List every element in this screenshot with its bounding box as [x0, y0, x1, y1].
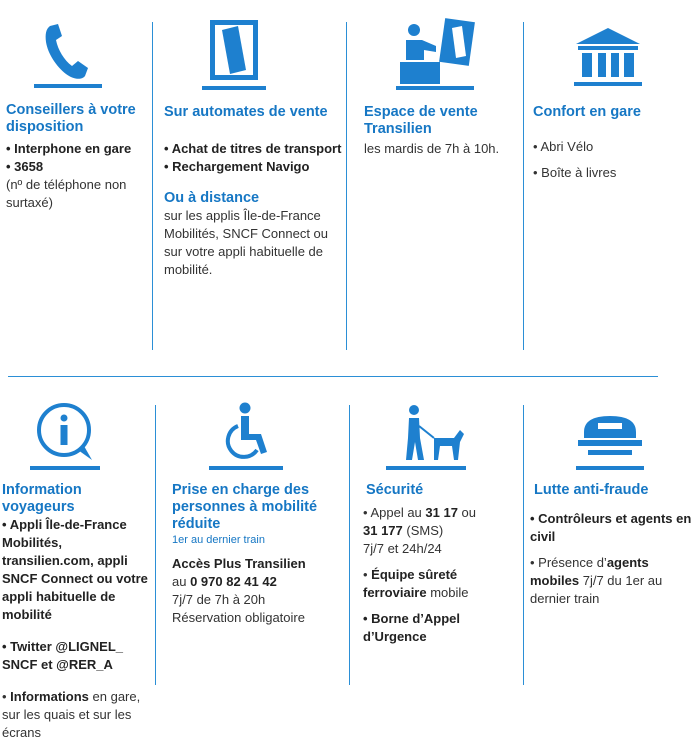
- securite-title: Sécurité: [366, 482, 424, 498]
- conseillers-title: Conseillers à votre disposition: [6, 102, 136, 135]
- divider-top-2: [346, 22, 347, 350]
- station-building-icon: [572, 26, 644, 88]
- mobilite-title: Prise en charge des personnes à mobilité réduite: [172, 482, 318, 532]
- confort-body: • Abri Vélo • Boîte à livres: [533, 139, 617, 180]
- divider-top-1: [152, 22, 153, 350]
- securite-call-prefix: Appel au: [370, 505, 426, 520]
- automates-title: Sur automates de vente: [164, 104, 328, 120]
- mobilite-body: [172, 534, 346, 627]
- divider-bottom-1: [155, 405, 156, 685]
- mobilite-phone-prefix: au: [172, 574, 191, 589]
- fraude-title: Lutte anti-fraude: [534, 482, 649, 498]
- mobilite-phone: 0 970 82 41 42: [190, 574, 277, 589]
- divider-bottom-3: [523, 405, 524, 685]
- fraude-item2-bold: agents mobiles: [530, 555, 649, 588]
- securite-sms: (SMS): [402, 523, 444, 538]
- conseillers-item-phone: 3658: [14, 159, 44, 174]
- horizontal-divider: [8, 376, 658, 377]
- confort-item-livres: Boîte à livres: [541, 165, 617, 180]
- information-title: Information voyageurs: [2, 482, 82, 515]
- conseillers-note: (nº de téléphone non surtaxé): [6, 177, 127, 210]
- divider-top-3: [523, 22, 524, 350]
- conseillers-body: • Interphone en gare • 3658 (nº de téléphone non surtaxé): [6, 140, 150, 212]
- information-item-appli: Appli Île-de-France Mobilités, transilien.com, appli SNCF Connect ou votre appli habituelle de mobilité: [2, 517, 148, 622]
- securite-body: • Appel au 31 17 ou 31 177 (SMS) 7j/7 et 24h/24 • Équipe sûreté ferroviaire mobile • Borne d’Appel d’Urgence: [363, 504, 519, 646]
- ticket-machine-icon: [198, 16, 270, 92]
- mobilite-hours: 7j/7 de 7h à 20h: [172, 592, 266, 607]
- divider-bottom-2: [349, 405, 350, 685]
- info-bubble-icon: [28, 400, 104, 474]
- mobilite-subtitle: 1er au dernier train: [172, 534, 265, 546]
- espace-body: [364, 140, 520, 158]
- securite-borne: Borne d’Appel d’Urgence: [363, 611, 461, 644]
- information-item-rest: en gare, sur les quais et sur les écrans: [2, 689, 141, 740]
- securite-or: ou: [457, 505, 477, 520]
- wheelchair-icon: [205, 400, 287, 474]
- securite-hours: 7j/7 et 24h/24: [363, 541, 442, 556]
- information-body: • Appli Île-de-France Mobilités, transilien.com, appli SNCF Connect ou votre appli habituelle de mobilité • Twitter @LIGNEL_ SNCF et @RER_A • Informations en gare, sur les quais et sur les écrans: [2, 517, 148, 740]
- securite-team-rest: mobile: [426, 585, 469, 600]
- distance-text: sur les applis Île-de-France Mobilités, SNCF Connect ou sur votre appli habituelle de mobilité.: [164, 208, 329, 277]
- espace-title: Espace de vente Transilien: [364, 104, 478, 137]
- distance-title: Ou à distance: [164, 190, 260, 206]
- conseillers-item-interphone: Interphone en gare: [14, 141, 132, 156]
- fraude-item2-prefix: Présence d’: [538, 555, 607, 570]
- securite-team: Équipe sûreté ferroviaire: [363, 567, 458, 600]
- anti-fraud-icon: [574, 408, 646, 474]
- automates-body: • Achat de titres de transport • Rechargement Navigo Ou à distance sur les applis Île-de-France Mobilités, SNCF Connect ou sur votre appli habituelle de mobilité.: [164, 141, 342, 277]
- fraude-item-controleurs: Contrôleurs et agents en civil: [530, 511, 692, 544]
- mobilite-reservation: Réservation obligatoire: [172, 610, 305, 625]
- information-item-twitter: Twitter @LIGNEL_ SNCF et @RER_A: [2, 639, 124, 672]
- information-item-bold: Informations: [10, 689, 89, 704]
- security-dog-icon: [384, 404, 468, 474]
- espace-hours: les mardis de 7h à 10h.: [364, 141, 500, 156]
- confort-title: Confort en gare: [533, 104, 641, 120]
- fraude-body: • Contrôleurs et agents en civil • Présence d’agents mobiles 7j/7 du 1er au dernier train: [530, 511, 692, 606]
- securite-num1: 31 17: [425, 505, 458, 520]
- confort-item-velo: Abri Vélo: [540, 139, 594, 154]
- automates-item-achat: Achat de titres de transport: [171, 141, 342, 156]
- automates-item-rechargement: Rechargement Navigo: [172, 159, 310, 174]
- sales-counter-icon: [392, 16, 478, 92]
- securite-num2: 31 177: [363, 523, 403, 538]
- phone-icon: [28, 18, 108, 90]
- fraude-item2-rest: 7j/7 du 1er au dernier train: [530, 573, 663, 606]
- mobilite-service: Accès Plus Transilien: [172, 556, 306, 571]
